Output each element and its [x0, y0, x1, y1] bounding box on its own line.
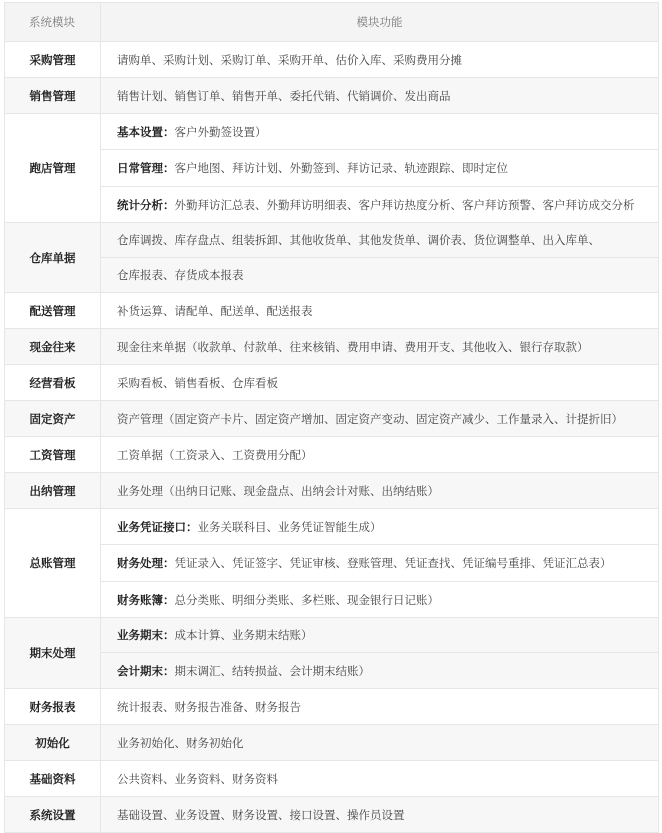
- table-row: [5, 42, 659, 78]
- table-row: [5, 509, 659, 545]
- function-cell: [101, 689, 659, 725]
- function-cell: [101, 258, 659, 293]
- function-text: 补货运算、请配单、配送单、配送报表: [117, 303, 313, 318]
- module-cell: 经营看板: [5, 365, 101, 401]
- function-text: 业务处理（出纳日记账、现金盘点、出纳会计对账、出纳结账）: [117, 483, 439, 498]
- function-text: 统计报表、财务报告准备、财务报告: [117, 699, 301, 714]
- function-cell: [101, 293, 659, 329]
- function-cell: [101, 42, 659, 78]
- table-row: [5, 653, 659, 689]
- function-label: 统计分析：: [117, 197, 175, 212]
- table-row: [5, 797, 659, 833]
- function-text: 仓库调拨、库存盘点、组装拆卸、其他收货单、其他发货单、调价表、货位调整单、出入库单、: [117, 233, 600, 247]
- table-row: [5, 437, 659, 473]
- function-text: 客户外勤签设置）: [174, 124, 267, 139]
- function-label: 财务处理：: [117, 556, 175, 570]
- function-cell: [101, 437, 659, 473]
- function-cell: [101, 223, 659, 258]
- function-text: 客户地图、拜访计划、外勤签到、拜访记录、轨迹跟踪、即时定位: [174, 161, 508, 175]
- table-row: [5, 473, 659, 509]
- table-row: [5, 329, 659, 365]
- header-function: 模块功能: [101, 3, 659, 42]
- function-cell: [101, 582, 659, 618]
- table-row: [5, 545, 659, 582]
- table-row: [5, 293, 659, 329]
- header-module: 系统模块: [5, 3, 101, 42]
- function-text: 业务关联科目、业务凭证智能生成）: [197, 519, 382, 534]
- table-row: [5, 618, 659, 653]
- function-text: 基础设置、业务设置、财务设置、接口设置、操作员设置: [117, 807, 405, 822]
- function-label: 业务凭证接口：: [117, 519, 198, 534]
- function-cell: [101, 761, 659, 797]
- function-cell: [101, 401, 659, 437]
- function-text: 外勤拜访汇总表、外勤拜访明细表、客户拜访热度分析、客户拜访预警、客户拜访成交分析: [174, 197, 635, 212]
- function-cell: [101, 618, 659, 653]
- function-text: 销售计划、销售订单、销售开单、委托代销、代销调价、发出商品: [117, 88, 451, 103]
- table-body: [5, 42, 659, 833]
- function-label: 会计期末：: [117, 663, 175, 678]
- module-cell: 现金往来: [5, 329, 101, 365]
- table-row: [5, 187, 659, 223]
- function-text: 现金往来单据（收款单、付款单、往来核销、费用申请、费用开支、其他收入、银行存取款）: [117, 339, 589, 354]
- module-cell: 出纳管理: [5, 473, 101, 509]
- module-cell: 固定资产: [5, 401, 101, 437]
- table-row: [5, 365, 659, 401]
- module-cell: 基础资料: [5, 761, 101, 797]
- table-row: [5, 78, 659, 114]
- module-cell: 仓库单据: [5, 223, 101, 293]
- function-cell: [101, 365, 659, 401]
- function-cell: [101, 78, 659, 114]
- function-cell: [101, 797, 659, 833]
- module-cell: 工资管理: [5, 437, 101, 473]
- function-text: 业务初始化、财务初始化: [117, 735, 244, 750]
- function-cell: [101, 114, 659, 150]
- function-text: 期末调汇、结转损益、会计期末结账）: [174, 663, 370, 678]
- header-row: [5, 3, 659, 42]
- table-row: [5, 725, 659, 761]
- function-cell: [101, 725, 659, 761]
- function-cell: [101, 509, 659, 545]
- module-cell: 系统设置: [5, 797, 101, 833]
- function-label: 基本设置：: [117, 124, 175, 139]
- function-text: 公共资料、业务资料、财务资料: [117, 771, 278, 786]
- module-cell: 总账管理: [5, 509, 101, 618]
- module-cell: 跑店管理: [5, 114, 101, 223]
- table-row: [5, 150, 659, 187]
- function-text: 请购单、采购计划、采购订单、采购开单、估价入库、采购费用分摊: [117, 52, 462, 67]
- table-row: [5, 114, 659, 150]
- table-row: [5, 689, 659, 725]
- function-cell: [101, 150, 659, 187]
- function-cell: [101, 473, 659, 509]
- module-cell: 配送管理: [5, 293, 101, 329]
- table-row: [5, 582, 659, 618]
- function-text: 凭证录入、凭证签字、凭证审核、登账管理、凭证查找、凭证编号重排、凭证汇总表）: [174, 556, 612, 570]
- function-text: 采购看板、销售看板、仓库看板: [117, 375, 278, 390]
- function-label: 业务期末：: [117, 628, 175, 642]
- module-cell: 财务报表: [5, 689, 101, 725]
- function-cell: [101, 329, 659, 365]
- function-text: 仓库报表、存货成本报表: [117, 268, 244, 282]
- function-text: 总分类账、明细分类账、多栏账、现金银行日记账）: [174, 592, 439, 607]
- module-cell: 初始化: [5, 725, 101, 761]
- function-cell: [101, 187, 659, 223]
- function-cell: [101, 653, 659, 689]
- function-text: 工资单据（工资录入、工资费用分配）: [117, 447, 313, 462]
- table-row: [5, 258, 659, 293]
- module-table: [4, 2, 659, 833]
- module-cell: 销售管理: [5, 78, 101, 114]
- function-label: 财务账簿：: [117, 592, 175, 607]
- table-row: [5, 401, 659, 437]
- module-cell: 期末处理: [5, 618, 101, 689]
- function-text: 成本计算、业务期末结账）: [174, 628, 313, 642]
- table-row: [5, 223, 659, 258]
- module-cell: 采购管理: [5, 42, 101, 78]
- function-text: 资产管理（固定资产卡片、固定资产增加、固定资产变动、固定资产减少、工作量录入、计提折旧）: [117, 411, 623, 426]
- function-label: 日常管理：: [117, 161, 175, 175]
- table-row: [5, 761, 659, 797]
- function-cell: [101, 545, 659, 582]
